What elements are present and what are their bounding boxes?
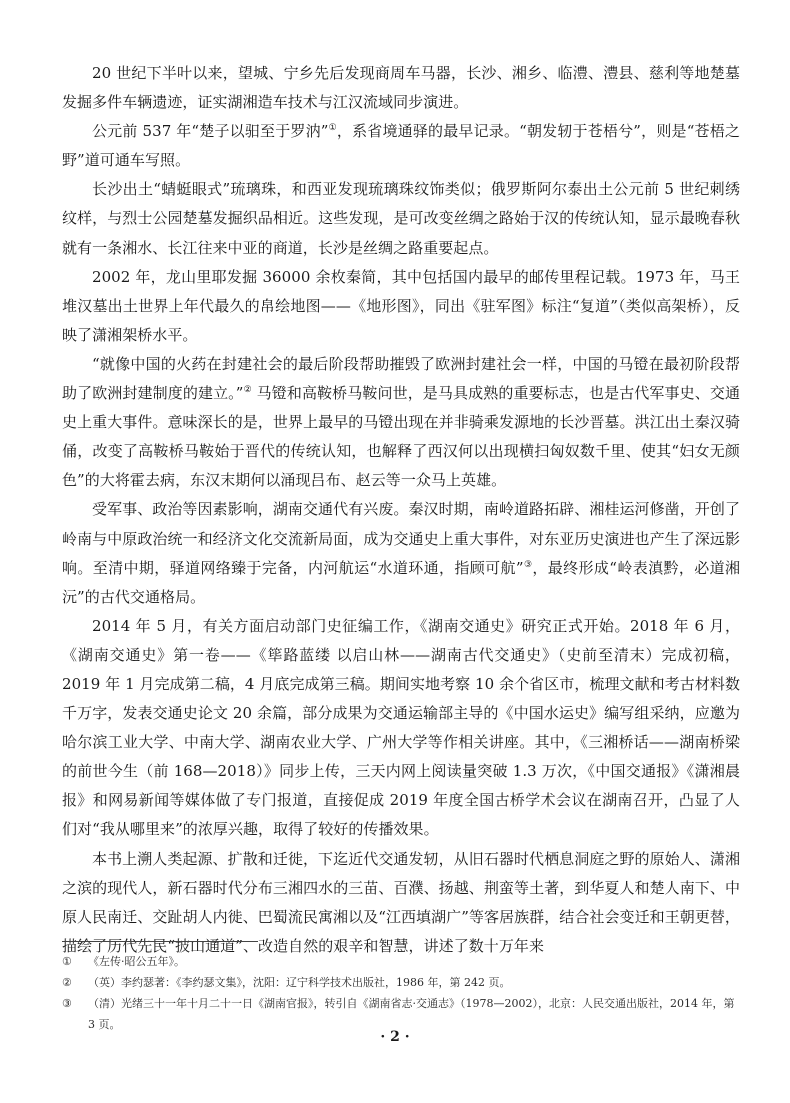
footnote-text: 《左传·昭公五年》。 — [88, 955, 185, 968]
footnote-reference: ③ — [523, 559, 533, 570]
paragraph-4: 2002 年，龙山里耶发掘 36000 余枚秦简，其中包括国内最早的邮传里程记载。1973 年，马王堆汉墓出土世界上年代最久的帛绘地图——《地形图》，同出《驻军图》标注“复道”（类似高架桥），反映了潇湘架桥水平。 — [62, 267, 740, 344]
footnote-reference: ② — [243, 385, 252, 396]
footnotes — [62, 951, 742, 1035]
paragraph-3: 长沙出土“蜻蜓眼式”琉璃珠，和西亚发现琉璃珠纹饰类似；俄罗斯阿尔泰出土公元前 5 世纪刺绣纹样，与烈士公园楚墓发掘织品相近。这些发现，是可改变丝绸之路始于汉的传统认知，显示最晚春秋就有一条湘水、长江往来中亚的商道，长沙是丝绸之路重要起点。 — [62, 180, 740, 257]
footnote-text: （清）光绪三十一年十月二十一日《湖南官报》，转引自《湖南省志·交通志》（1978—2002），北京：人民交通出版社，2014 年，第 3 页。 — [88, 997, 735, 1031]
footnote-marker: ③ — [62, 997, 72, 1010]
footnote-marker: ② — [62, 976, 72, 989]
footnote-marker: ① — [62, 955, 72, 968]
footnote-2 — [62, 972, 742, 993]
footnote-reference: ① — [328, 123, 337, 134]
body-text — [62, 59, 740, 961]
paragraph-8: 本书上溯人类起源、扩散和迁徙，下迄近代交通发轫，从旧石器时代栖息洞庭之野的原始人、潇湘之滨的现代人，新石器时代分布三湘四水的三苗、百濮、扬越、荆蛮等土著，到华夏人和楚人南下、中原人民南迁、交趾胡人内徙、巴蜀流民寓湘以及“江西填湖广”等客居族群，结合社会变迁和王朝更替，描绘了历代先民“披山通道”、改造自然的艰辛和智慧，讲述了数十万年来 — [62, 849, 740, 955]
footnote-divider — [62, 941, 258, 942]
paragraph-6: 受军事、政治等因素影响，湖南交通代有兴废。秦汉时期，南岭道路拓辟、湘桂运河修凿，开创了岭南与中原政治统一和经济文化交流新局面，成为交通史上重大事件，对东亚历史演进也产生了深远影响。至清中期，驿道网络臻于完备，内河航运“水道环通，指顾可航”③，最终形成“岭表滇黔，必道湘沅”的古代交通格局。 — [62, 500, 741, 606]
paragraph-5: “就像中国的火药在封建社会的最后阶段帮助摧毁了欧洲封建社会一样，中国的马镫在最初阶段帮助了欧洲封建制度的建立。”② 马镫和高鞍桥马鞍问世，是马具成熟的重要标志，也是古代军事史、交通史上重大事件。意味深长的是，世界上最早的马镫出现在并非骑乘发源地的长沙晋墓。洪江出土秦汉骑俑，改变了高鞍桥马鞍始于晋代的传统认知，也解释了西汉何以出现横扫匈奴数千里、使其“妇女无颜色”的大将霍去病，东汉末期何以涌现吕布、赵云等一众马上英雄。 — [62, 354, 740, 490]
paragraph-7: 2014 年 5 月，有关方面启动部门史征编工作，《湖南交通史》研究正式开始。2018 年 6 月，《湖南交通史》第一卷——《筚路蓝缕 以启山林——湖南古代交通史》（史前至清末）完成初稿，2019 年 1 月完成第二稿，4 月底完成第三稿。期间实地考察 10 余个省区市，梳理文献和考古材料数千万字，发表交通史论文 20 余篇，部分成果为交通运输部主导的《中国水运史》编写组采纳，应邀为哈尔滨工业大学、中南大学、湖南农业大学、广州大学等作相关讲座。其中，《三湘桥话——湖南桥梁的前世今生（前 168—2018）》同步上传，三天内网上阅读量突破 1.3 万次，《中国交通报》《潇湘晨报》和网易新闻等媒体做了专门报道，直接促成 2019 年度全国古桥学术会议在湖南召开，凸显了人们对“我从哪里来”的浓厚兴趣，取得了较好的传播效果。 — [62, 616, 740, 839]
footnote-text: （英）李约瑟著：《李约瑟文集》，沈阳：辽宁科学技术出版社，1986 年，第 242 页。 — [88, 976, 511, 989]
paragraph-2: 公元前 537 年“楚子以驲至于罗汭”①，系省境通驿的最早记录。“朝发轫于苍梧兮”，则是“苍梧之野”道可通车写照。 — [62, 122, 740, 170]
paragraph-1: 20 世纪下半叶以来，望城、宁乡先后发现商周车马器，长沙、湘乡、临澧、澧县、慈利等地楚墓发掘多件车辆遗迹，证实湖湘造车技术与江汉流域同步演进。 — [62, 64, 740, 112]
footnote-1 — [62, 951, 742, 972]
page-number: · 2 · — [380, 1029, 410, 1045]
